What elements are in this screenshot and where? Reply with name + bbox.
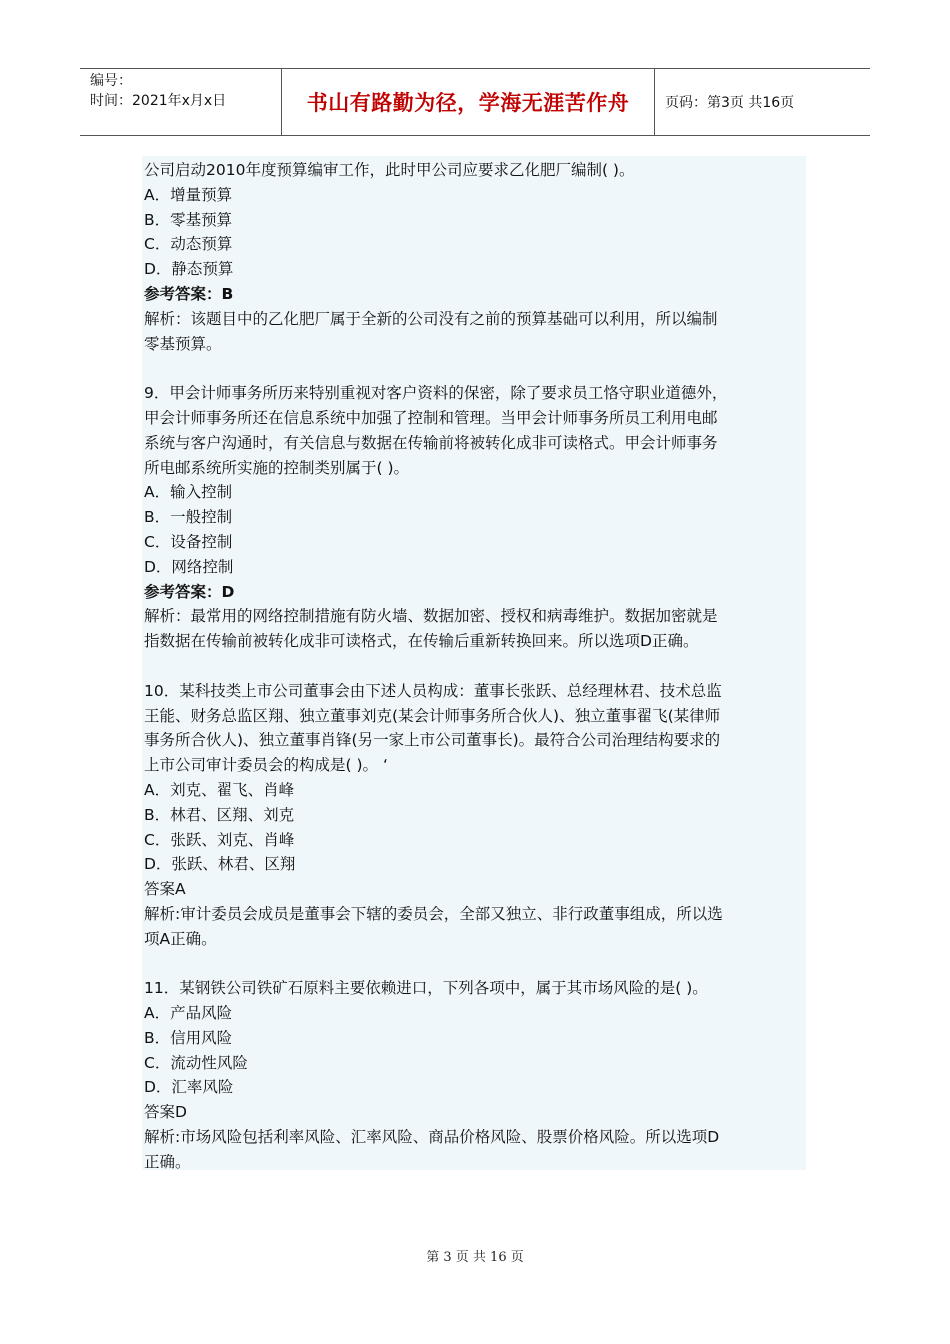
answer: 答案D <box>144 1103 187 1122</box>
number-label: 编号： <box>90 73 132 89</box>
header-meta <box>80 69 282 135</box>
question-8 <box>144 158 806 356</box>
option-c: C．动态预算 <box>144 235 233 254</box>
question-stem: 系统与客户沟通时，有关信息与数据在传输前将被转化成非可读格式。甲会计师事务 <box>144 433 718 452</box>
spacer <box>144 952 806 977</box>
question-stem: 11．某钢铁公司铁矿石原料主要依赖进口，下列各项中，属于其市场风险的是( )。 <box>144 979 708 998</box>
header-motto-cell <box>282 69 655 135</box>
option-b: B．一般控制 <box>144 508 233 527</box>
spacer <box>144 356 806 381</box>
page-footer: 第 3 页 共 16 页 <box>426 1250 524 1265</box>
motto: 书山有路勤为径，学海无涯苦作舟 <box>306 90 630 115</box>
option-a: A．刘克、翟飞、肖峰 <box>144 780 295 799</box>
option-d: D．汇率风险 <box>144 1078 234 1097</box>
option-d: D．网络控制 <box>144 557 234 576</box>
option-c: C．设备控制 <box>144 532 233 551</box>
analysis-line: 正确。 <box>144 1152 191 1171</box>
page-header <box>80 68 870 136</box>
answer: 答案A <box>144 880 186 899</box>
analysis-line: 指数据在传输前被转化成非可读格式，在传输后重新转换回来。所以选项D正确。 <box>144 632 699 651</box>
question-stem: 公司启动2010年度预算编审工作，此时甲公司应要求乙化肥厂编制( )。 <box>144 161 635 179</box>
analysis-line: 项A正确。 <box>144 929 217 948</box>
analysis-line: 解析:市场风险包括利率风险、汇率风险、商品价格风险、股票价格风险。所以选项D <box>144 1128 720 1147</box>
analysis-line: 解析：最常用的网络控制措施有防火墙、数据加密、授权和病毒维护。数据加密就是 <box>144 607 718 626</box>
option-b: B．零基预算 <box>144 210 233 229</box>
analysis-line: 零基预算。 <box>144 334 222 353</box>
option-b: B．信用风险 <box>144 1028 233 1047</box>
question-10 <box>144 679 806 952</box>
answer: 参考答案：D <box>144 582 235 601</box>
option-d: D．张跃、林君、区翔 <box>144 855 296 874</box>
page-info: 页码：第3页 共16页 <box>665 95 795 111</box>
option-c: C．张跃、刘克、肖峰 <box>144 830 295 849</box>
option-a: A．输入控制 <box>144 483 233 502</box>
question-stem: 10．某科技类上市公司董事会由下述人员构成：董事长张跃、总经理林君、技术总监 <box>144 681 722 700</box>
question-stem: 事务所合伙人)、独立董事肖锋(另一家上市公司董事长)。最符合公司治理结构要求的 <box>144 731 721 750</box>
option-b: B．林君、区翔、刘克 <box>144 805 295 824</box>
option-a: A．产品风险 <box>144 1004 233 1023</box>
question-stem: 9．甲会计师事务所历来特别重视对客户资料的保密，除了要求员工恪守职业道德外， <box>144 384 728 403</box>
answer: 参考答案：B <box>144 284 234 303</box>
question-stem: 甲会计师事务所还在信息系统中加强了控制和管理。当甲会计师事务所员工利用电邮 <box>144 408 718 427</box>
document-content <box>142 156 806 1170</box>
question-11 <box>144 976 806 1174</box>
option-a: A．增量预算 <box>144 185 233 204</box>
question-stem: 王能、财务总监区翔、独立董事刘克(某会计师事务所合伙人)、独立董事翟飞(某律师 <box>144 706 721 725</box>
question-stem: 所电邮系统所实施的控制类别属于( )。 <box>144 458 410 477</box>
spacer <box>144 654 806 679</box>
time-label: 时间：2021年x月x日 <box>90 93 227 109</box>
question-stem: 上市公司审计委员会的构成是( )。 ‘ <box>144 756 388 775</box>
header-page-info <box>655 69 870 135</box>
analysis-line: 解析：该题目中的乙化肥厂属于全新的公司没有之前的预算基础可以利用，所以编制 <box>144 309 718 328</box>
option-d: D．静态预算 <box>144 260 234 279</box>
analysis-line: 解析:审计委员会成员是董事会下辖的委员会，全部又独立、非行政董事组成，所以选 <box>144 904 723 923</box>
question-9 <box>144 381 806 654</box>
option-c: C．流动性风险 <box>144 1053 248 1072</box>
